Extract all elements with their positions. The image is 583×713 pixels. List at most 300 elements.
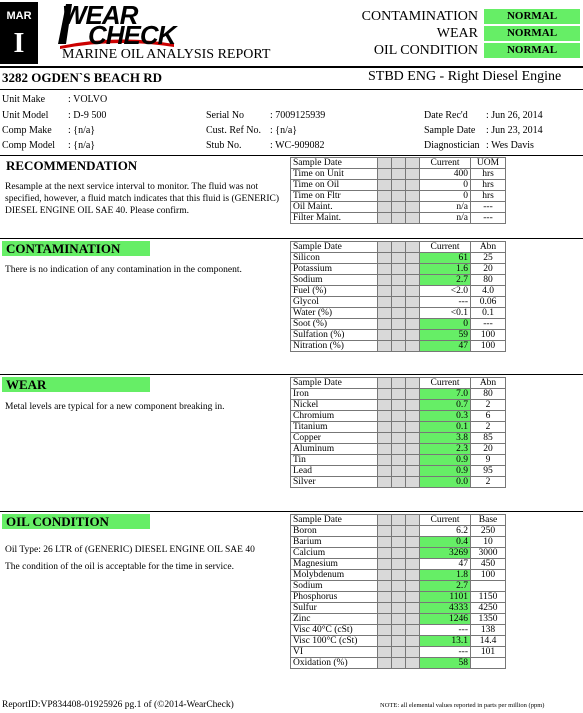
history-cell (406, 559, 420, 570)
history-cell (406, 341, 420, 352)
history-cell (378, 455, 392, 466)
row-name: Water (%) (291, 308, 378, 319)
row-current-value: --- (420, 625, 471, 636)
table-row (291, 330, 506, 341)
history-cell (406, 477, 420, 488)
section-divider (0, 238, 583, 239)
history-cell (406, 275, 420, 286)
header-sample-date: Sample Date (291, 515, 378, 526)
table-header-row (291, 242, 506, 253)
history-cell (392, 592, 406, 603)
history-cell (378, 411, 392, 422)
row-reference-value: 6 (471, 411, 506, 422)
wear-text: Metal levels are typical for a new component breaking in. (5, 402, 225, 412)
history-cell (392, 466, 406, 477)
row-reference-value: --- (471, 213, 506, 224)
history-cell (392, 341, 406, 352)
history-cell (378, 330, 392, 341)
row-current-value: 6.2 (420, 526, 471, 537)
history-cell (392, 422, 406, 433)
row-name: Oil Maint. (291, 202, 378, 213)
history-cell (392, 378, 406, 389)
history-cell (378, 308, 392, 319)
row-current-value: 0.9 (420, 455, 471, 466)
table-row (291, 202, 506, 213)
status-contamination-badge: NORMAL (484, 9, 580, 24)
history-cell (406, 297, 420, 308)
history-cell (378, 548, 392, 559)
row-reference-value: hrs (471, 169, 506, 180)
table-row (291, 286, 506, 297)
row-name: Sodium (291, 275, 378, 286)
table-row (291, 603, 506, 614)
history-cell (378, 169, 392, 180)
row-reference-value: 80 (471, 275, 506, 286)
row-current-value: 1101 (420, 592, 471, 603)
history-cell (378, 526, 392, 537)
history-cell (392, 242, 406, 253)
sample-date-value: : Jun 23, 2014 (486, 125, 543, 136)
cust-ref-value: : {n/a} (270, 125, 298, 136)
history-cell (392, 477, 406, 488)
marine-logo (0, 2, 38, 64)
diagnostician-value: : Wes Davis (486, 140, 534, 151)
history-cell (392, 297, 406, 308)
row-name: Chromium (291, 411, 378, 422)
history-cell (406, 614, 420, 625)
row-reference-value: hrs (471, 180, 506, 191)
row-current-value: 0 (420, 319, 471, 330)
row-name: Aluminum (291, 444, 378, 455)
history-cell (378, 581, 392, 592)
row-current-value: 1.6 (420, 264, 471, 275)
section-divider (0, 374, 583, 375)
row-name: Sulfation (%) (291, 330, 378, 341)
stub-label: Stub No. (206, 140, 242, 151)
row-name: VI (291, 647, 378, 658)
table-row (291, 658, 506, 669)
table-row (291, 548, 506, 559)
table-row (291, 308, 506, 319)
row-current-value: 3269 (420, 548, 471, 559)
history-cell (406, 286, 420, 297)
row-current-value: 59 (420, 330, 471, 341)
row-reference-value: 138 (471, 625, 506, 636)
header-current: Current (420, 515, 471, 526)
history-cell (378, 592, 392, 603)
table-row (291, 537, 506, 548)
row-name: Visc 40°C (cSt) (291, 625, 378, 636)
oil-condition-text: The condition of the oil is acceptable for the time in service. (5, 562, 234, 572)
row-reference-value: --- (471, 319, 506, 330)
history-cell (378, 180, 392, 191)
serial-label: Serial No (206, 110, 245, 121)
table-row (291, 400, 506, 411)
history-cell (392, 625, 406, 636)
row-reference-value: 101 (471, 647, 506, 658)
table-header-row (291, 378, 506, 389)
history-cell (406, 647, 420, 658)
row-name: Lead (291, 466, 378, 477)
table-row (291, 625, 506, 636)
wear-heading: WEAR (2, 377, 150, 392)
history-cell (406, 537, 420, 548)
history-cell (378, 433, 392, 444)
history-cell (392, 319, 406, 330)
table-row (291, 581, 506, 592)
row-name: Barium (291, 537, 378, 548)
row-reference-value: 3000 (471, 548, 506, 559)
footer-note: NOTE: all elemental values reported in parts per million (ppm) (380, 702, 545, 709)
report-id: ReportID:VP834408-01925926 pg.1 of (©2014-WearCheck) (2, 700, 234, 710)
history-cell (392, 308, 406, 319)
row-name: Silver (291, 477, 378, 488)
history-cell (406, 548, 420, 559)
header-reference: Abn (471, 378, 506, 389)
row-current-value: 3.8 (420, 433, 471, 444)
history-cell (378, 400, 392, 411)
row-name: Time on Oil (291, 180, 378, 191)
history-cell (392, 213, 406, 224)
row-current-value: 0.9 (420, 466, 471, 477)
history-cell (406, 455, 420, 466)
table-row (291, 319, 506, 330)
history-cell (406, 515, 420, 526)
history-cell (392, 537, 406, 548)
section-divider (0, 155, 583, 156)
row-reference-value (471, 658, 506, 669)
recommendation-heading: RECOMMENDATION (2, 158, 162, 173)
header-sample-date: Sample Date (291, 378, 378, 389)
history-cell (378, 559, 392, 570)
logo-wear-text: WEAR (62, 0, 138, 30)
history-cell (406, 319, 420, 330)
status-contamination-label: CONTAMINATION (361, 9, 478, 24)
history-cell (406, 308, 420, 319)
history-cell (406, 253, 420, 264)
unit-make-value: : VOLVO (68, 94, 108, 105)
header-reference: UOM (471, 158, 506, 169)
table-row (291, 213, 506, 224)
history-cell (406, 625, 420, 636)
row-current-value: 2.7 (420, 581, 471, 592)
table-row (291, 433, 506, 444)
table-row (291, 297, 506, 308)
history-cell (378, 202, 392, 213)
row-current-value: 58 (420, 658, 471, 669)
unit-make-label: Unit Make (2, 94, 46, 105)
header-sample-date: Sample Date (291, 242, 378, 253)
history-cell (378, 297, 392, 308)
history-cell (392, 180, 406, 191)
row-reference-value: 10 (471, 537, 506, 548)
recommendation-text: Resample at the next service interval to monitor. The fluid was not specified, however, a fluid match indicates that this fluid is (GENERIC) DIESEL ENGINE OIL SAE 40. Please confirm. (5, 182, 279, 216)
table-row (291, 466, 506, 477)
row-name: Glycol (291, 297, 378, 308)
history-cell (378, 253, 392, 264)
row-name: Calcium (291, 548, 378, 559)
history-cell (406, 202, 420, 213)
history-cell (378, 341, 392, 352)
row-reference-value: 4250 (471, 603, 506, 614)
row-name: Magnesium (291, 559, 378, 570)
comp-make-value: : {n/a} (68, 125, 96, 136)
header-reference: Base (471, 515, 506, 526)
sample-date-label: Sample Date (424, 125, 476, 136)
history-cell (406, 444, 420, 455)
row-reference-value: --- (471, 202, 506, 213)
table-row (291, 614, 506, 625)
stub-value: : WC-909082 (270, 140, 325, 151)
table-row (291, 592, 506, 603)
status-oil-condition-label: OIL CONDITION (373, 43, 478, 58)
history-cell (406, 330, 420, 341)
table-header-row (291, 515, 506, 526)
row-reference-value: 20 (471, 444, 506, 455)
history-cell (378, 242, 392, 253)
logo-mar-text: MAR (6, 10, 32, 22)
logo-i-text: I (13, 28, 25, 59)
history-cell (378, 389, 392, 400)
history-cell (392, 275, 406, 286)
row-reference-value: 9 (471, 455, 506, 466)
row-current-value: 0 (420, 191, 471, 202)
history-cell (406, 422, 420, 433)
wear-table (290, 377, 506, 488)
row-name: Oxidation (%) (291, 658, 378, 669)
status-wear-label: WEAR (436, 26, 478, 41)
row-current-value: n/a (420, 202, 471, 213)
row-name: Silicon (291, 253, 378, 264)
history-cell (378, 264, 392, 275)
row-current-value: 4333 (420, 603, 471, 614)
row-reference-value: 100 (471, 330, 506, 341)
row-reference-value: 85 (471, 433, 506, 444)
history-cell (378, 647, 392, 658)
table-row (291, 444, 506, 455)
row-current-value: 61 (420, 253, 471, 264)
row-name: Boron (291, 526, 378, 537)
table-row (291, 422, 506, 433)
row-name: Sodium (291, 581, 378, 592)
history-cell (392, 548, 406, 559)
row-current-value: --- (420, 297, 471, 308)
diagnostician-label: Diagnostician (424, 140, 480, 151)
oil-type-text: Oil Type: 26 LTR of (GENERIC) DIESEL ENGINE OIL SAE 40 (5, 545, 255, 555)
row-reference-value: 25 (471, 253, 506, 264)
history-cell (378, 636, 392, 647)
row-reference-value: 0.06 (471, 297, 506, 308)
history-cell (392, 455, 406, 466)
table-row (291, 253, 506, 264)
history-cell (378, 378, 392, 389)
row-current-value: 7.0 (420, 389, 471, 400)
row-name: Soot (%) (291, 319, 378, 330)
row-name: Copper (291, 433, 378, 444)
header-current: Current (420, 158, 471, 169)
row-name: Time on Unit (291, 169, 378, 180)
contamination-heading: CONTAMINATION (2, 241, 150, 256)
history-cell (392, 264, 406, 275)
history-cell (392, 389, 406, 400)
history-cell (378, 603, 392, 614)
history-cell (392, 658, 406, 669)
history-cell (406, 191, 420, 202)
header-reference: Abn (471, 242, 506, 253)
contamination-text: There is no indication of any contamination in the component. (5, 265, 242, 275)
history-cell (392, 158, 406, 169)
history-cell (378, 422, 392, 433)
row-reference-value: hrs (471, 191, 506, 202)
contamination-table (290, 241, 506, 352)
history-cell (392, 581, 406, 592)
row-current-value: 1.8 (420, 570, 471, 581)
row-name: Nickel (291, 400, 378, 411)
status-wear-badge: NORMAL (484, 26, 580, 41)
row-current-value: 0.1 (420, 422, 471, 433)
row-reference-value: 20 (471, 264, 506, 275)
history-cell (406, 169, 420, 180)
report-title: MARINE OIL ANALYSIS REPORT (62, 47, 271, 62)
history-cell (392, 433, 406, 444)
history-cell (378, 286, 392, 297)
header-sample-date: Sample Date (291, 158, 378, 169)
history-cell (406, 378, 420, 389)
table-row (291, 477, 506, 488)
row-current-value: 0.3 (420, 411, 471, 422)
info-divider (0, 89, 583, 90)
history-cell (378, 515, 392, 526)
row-current-value: 47 (420, 559, 471, 570)
history-cell (406, 180, 420, 191)
row-name: Phosphorus (291, 592, 378, 603)
header-current: Current (420, 242, 471, 253)
history-cell (406, 400, 420, 411)
row-current-value: 13.1 (420, 636, 471, 647)
row-name: Iron (291, 389, 378, 400)
row-name: Fuel (%) (291, 286, 378, 297)
row-reference-value: 95 (471, 466, 506, 477)
row-reference-value: 4.0 (471, 286, 506, 297)
row-current-value: 0.0 (420, 477, 471, 488)
history-cell (392, 202, 406, 213)
history-cell (392, 253, 406, 264)
history-cell (406, 466, 420, 477)
section-divider (0, 511, 583, 512)
row-current-value: 0.7 (420, 400, 471, 411)
history-cell (406, 433, 420, 444)
history-cell (392, 169, 406, 180)
table-row (291, 169, 506, 180)
history-cell (392, 526, 406, 537)
cust-ref-label: Cust. Ref No. (206, 125, 261, 136)
history-cell (406, 581, 420, 592)
history-cell (406, 603, 420, 614)
history-cell (392, 570, 406, 581)
table-row (291, 180, 506, 191)
row-current-value: 2.7 (420, 275, 471, 286)
table-row (291, 526, 506, 537)
history-cell (392, 400, 406, 411)
history-cell (392, 444, 406, 455)
row-current-value: 47 (420, 341, 471, 352)
history-cell (378, 319, 392, 330)
recommendation-table (290, 157, 506, 224)
row-current-value: 0 (420, 180, 471, 191)
table-row (291, 570, 506, 581)
history-cell (378, 570, 392, 581)
date-received-label: Date Rec'd (424, 110, 468, 121)
history-cell (392, 411, 406, 422)
logo-check-text: CHECK (88, 20, 176, 50)
row-current-value: n/a (420, 213, 471, 224)
row-name: Tin (291, 455, 378, 466)
row-name: Nitration (%) (291, 341, 378, 352)
table-row (291, 275, 506, 286)
unit-model-label: Unit Model (2, 110, 49, 121)
row-name: Sulfur (291, 603, 378, 614)
history-cell (392, 515, 406, 526)
serial-value: : 7009125939 (270, 110, 326, 121)
comp-model-value: : {n/a} (68, 140, 96, 151)
table-row (291, 264, 506, 275)
history-cell (406, 658, 420, 669)
row-name: Visc 100°C (cSt) (291, 636, 378, 647)
row-name: Time on Fltr (291, 191, 378, 202)
history-cell (378, 658, 392, 669)
history-cell (392, 647, 406, 658)
table-row (291, 559, 506, 570)
header-divider (0, 66, 583, 68)
history-cell (392, 636, 406, 647)
history-cell (406, 264, 420, 275)
history-cell (406, 389, 420, 400)
row-reference-value: 100 (471, 341, 506, 352)
row-reference-value: 80 (471, 389, 506, 400)
row-reference-value (471, 581, 506, 592)
date-received-value: : Jun 26, 2014 (486, 110, 543, 121)
row-name: Potassium (291, 264, 378, 275)
history-cell (392, 559, 406, 570)
row-current-value: 400 (420, 169, 471, 180)
oil-condition-table (290, 514, 506, 669)
row-reference-value: 2 (471, 477, 506, 488)
table-row (291, 455, 506, 466)
row-reference-value: 1350 (471, 614, 506, 625)
history-cell (406, 411, 420, 422)
history-cell (392, 286, 406, 297)
row-name: Titanium (291, 422, 378, 433)
customer-address: 3282 OGDEN`S BEACH RD (2, 70, 162, 85)
history-cell (406, 570, 420, 581)
history-cell (378, 466, 392, 477)
row-reference-value: 2 (471, 422, 506, 433)
history-cell (406, 213, 420, 224)
history-cell (378, 158, 392, 169)
row-reference-value: 1150 (471, 592, 506, 603)
table-row (291, 341, 506, 352)
comp-make-label: Comp Make (2, 125, 52, 136)
row-reference-value: 14.4 (471, 636, 506, 647)
table-row (291, 647, 506, 658)
history-cell (378, 625, 392, 636)
row-current-value: 2.3 (420, 444, 471, 455)
row-name: Zinc (291, 614, 378, 625)
table-header-row (291, 158, 506, 169)
comp-model-label: Comp Model (2, 140, 56, 151)
row-reference-value: 100 (471, 570, 506, 581)
history-cell (378, 213, 392, 224)
